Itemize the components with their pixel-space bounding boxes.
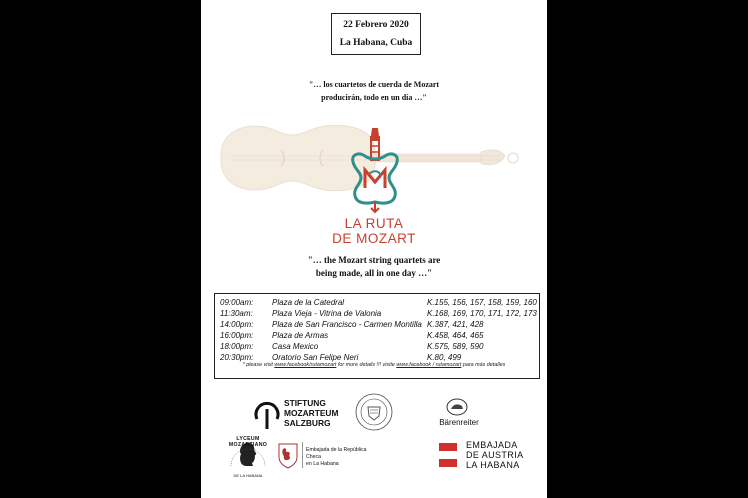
quote-spanish-line1: "… los cuartetos de cuerda de Mozart bbox=[308, 80, 440, 89]
austria-line3: LA HABANA bbox=[466, 460, 520, 470]
schedule-place: Plaza de la Catedral bbox=[272, 298, 345, 307]
schedule-works: K.168, 169, 170, 171, 172, 173 bbox=[427, 309, 537, 318]
schedule-place: Casa Mexico bbox=[272, 342, 319, 351]
schedule-place: Plaza de Armas bbox=[272, 331, 329, 340]
austria-line2: DE AUSTRIA bbox=[466, 450, 524, 460]
schedule-row bbox=[220, 319, 538, 330]
quote-spanish bbox=[201, 79, 547, 104]
sponsor-czech-embassy bbox=[277, 440, 369, 472]
schedule-time: 18:00pm: bbox=[220, 342, 254, 351]
mozarteum-line1: STIFTUNG bbox=[284, 398, 326, 408]
schedule-works: K.387, 421, 428 bbox=[427, 320, 484, 329]
event-date: 22 Febrero 2020 bbox=[343, 20, 409, 30]
sponsor-austria-embassy bbox=[439, 440, 537, 472]
schedule-time: 11:30am: bbox=[220, 309, 253, 318]
ruta-mozart-logo bbox=[349, 124, 401, 216]
note-middle: for more details !!! visite bbox=[337, 362, 395, 368]
date-box bbox=[331, 13, 421, 55]
quote-english-line2: being made, all in one day …" bbox=[315, 268, 433, 278]
mozarteum-line3: SALZBURG bbox=[284, 418, 331, 428]
schedule-time: 14:00pm: bbox=[220, 320, 254, 329]
schedule-place: Plaza de San Francisco - Carmen Montilla bbox=[272, 320, 422, 329]
schedule-row bbox=[220, 297, 538, 308]
quote-spanish-line2: producirán, todo en un día …" bbox=[321, 92, 427, 102]
lyceum-arc-text: LYCEUM MOZARTIANO bbox=[228, 436, 268, 448]
mozarteum-icon bbox=[253, 399, 281, 429]
austria-line1: EMBAJADA bbox=[466, 440, 518, 450]
facebook-link-es[interactable]: www.facebook / rutamozart bbox=[396, 362, 462, 368]
sponsor-mozarteum bbox=[253, 395, 345, 433]
austria-flag-icon bbox=[439, 443, 457, 467]
event-place: La Habana, Cuba bbox=[339, 38, 413, 48]
schedule-row bbox=[220, 330, 538, 341]
baerenreiter-label: Bärenreiter bbox=[439, 418, 479, 427]
schedule-time: 09:00am: bbox=[220, 298, 254, 307]
mozarteum-line2: MOZARTEUM bbox=[284, 408, 339, 418]
poster bbox=[201, 0, 547, 498]
info-note bbox=[201, 362, 547, 368]
historian-office-seal-icon bbox=[354, 392, 394, 432]
baerenreiter-icon bbox=[446, 397, 468, 417]
schedule-works: K.155, 156, 157, 158, 159, 160 bbox=[427, 298, 537, 307]
quote-english-line1: "… the Mozart string quartets are bbox=[307, 255, 441, 265]
czech-line2: en La Habana bbox=[306, 461, 339, 467]
facebook-link-en[interactable]: www.facebook/rutamozart bbox=[274, 362, 337, 368]
note-suffix: para más detalles bbox=[462, 362, 506, 368]
brand-line1: LA RUTA bbox=[344, 216, 404, 231]
sponsor-lyceum bbox=[227, 436, 269, 482]
czech-line1: Embajada de la República Checa bbox=[306, 447, 367, 460]
schedule-time: 20:30pm: bbox=[220, 353, 254, 362]
schedule-row bbox=[220, 341, 538, 352]
sponsor-baerenreiter bbox=[433, 397, 485, 433]
schedule-works: K.80, 499 bbox=[427, 353, 462, 362]
schedule-place: Oratorio San Felipe Neri bbox=[272, 353, 359, 362]
lyceum-subtitle: DE LA HABANA bbox=[233, 473, 263, 478]
schedule-time: 16:00pm: bbox=[220, 331, 254, 340]
czech-divider bbox=[302, 442, 303, 468]
brand-line2: DE MOZART bbox=[332, 231, 416, 246]
schedule-works: K.575, 589, 590 bbox=[427, 342, 484, 351]
schedule-place: Plaza Vieja - Vitrina de Valonia bbox=[272, 309, 382, 318]
quote-english bbox=[201, 254, 547, 280]
czech-coat-of-arms-icon bbox=[277, 441, 299, 469]
schedule-row bbox=[220, 308, 538, 319]
note-prefix: * please visit bbox=[242, 362, 273, 368]
schedule-works: K.458, 464, 465 bbox=[427, 331, 484, 340]
